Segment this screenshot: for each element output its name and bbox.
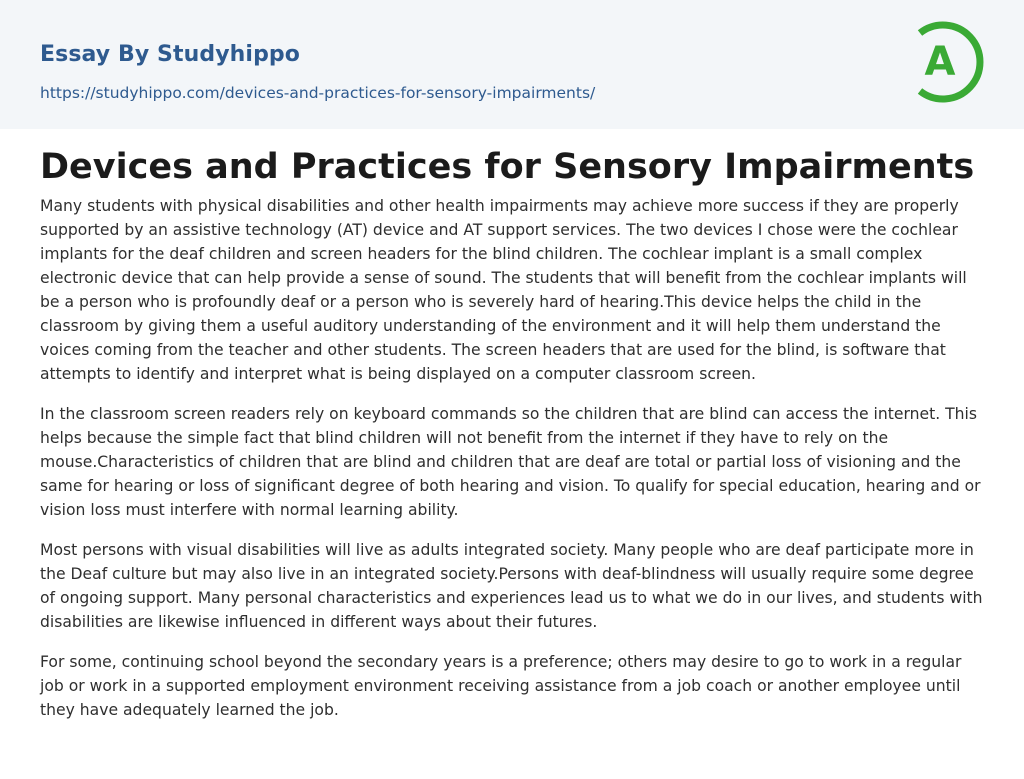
article-paragraph-3: Most persons with visual disabilities will live as adults integrated society. Many people who are deaf participate more in the Deaf culture but may also live in an integrated society.Persons with deaf-blindness will usually require some degree of ongoing support. Many personal characteristics and experiences lead us to what we do in our lives, and students with disabilities are likewise influenced in different ways about their futures. bbox=[40, 541, 983, 631]
article-title: Devices and Practices for Sensory Impairments bbox=[40, 147, 975, 187]
source-url-link[interactable]: https://studyhippo.com/devices-and-practices-for-sensory-impairments/ bbox=[40, 84, 596, 102]
studyhippo-logo-icon[interactable] bbox=[912, 19, 986, 105]
article-paragraph-4: For some, continuing school beyond the secondary years is a preference; others may desire to go to work in a regular job or work in a supported employment environment receiving assistance from a job coach or another employee until they have adequately learned the job. bbox=[40, 653, 962, 719]
logo-letter: A bbox=[924, 39, 956, 85]
article-paragraph-1: Many students with physical disabilities and other health impairments may achieve more success if they are properly supported by an assistive technology (AT) device and AT support services. The two devices I chose were the cochlear implants for the deaf children and screen headers for the blind children. The cochlear implant is a small complex electronic device that can help provide a sense of sound. The students that will benefit from the cochlear implants will be a person who is profoundly deaf or a person who is severely hard of hearing.This device helps the child in the classroom by giving them a useful auditory understanding of the environment and it will help them understand the voices coming from the teacher and other students. The screen headers that are used for the blind, is software that attempts to identify and interpret what is being displayed on a computer classroom screen. bbox=[40, 197, 967, 383]
article bbox=[40, 145, 986, 738]
site-title[interactable]: Essay By Studyhippo bbox=[40, 42, 300, 67]
page-header bbox=[0, 0, 1024, 129]
article-paragraph-2: In the classroom screen readers rely on keyboard commands so the children that are blind can access the internet. This helps because the simple fact that blind children will not benefit from the internet if they have to rely on the mouse.Characteristics of children that are blind and children that are deaf are total or partial loss of visioning and the same for hearing or loss of significant degree of both hearing and vision. To qualify for special education, hearing and or vision loss must interfere with normal learning ability. bbox=[40, 405, 981, 519]
